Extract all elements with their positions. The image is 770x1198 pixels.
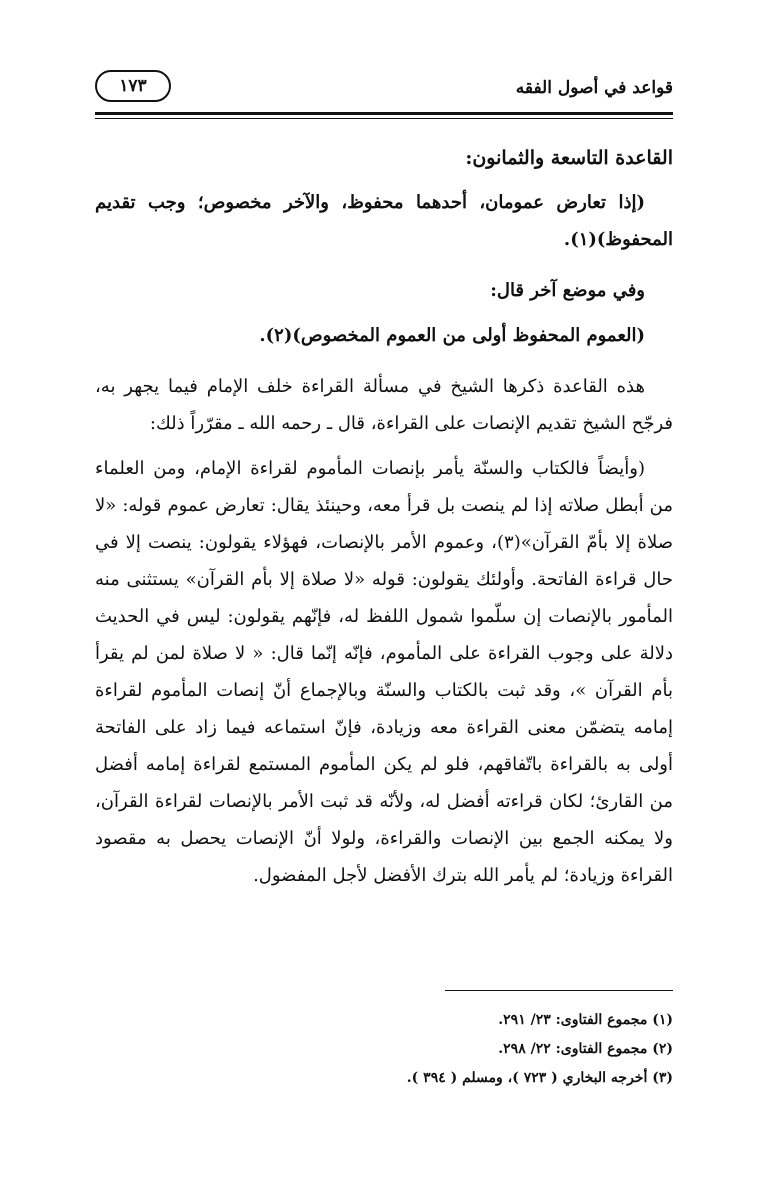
running-header-title: قواعد في أصول الفقه bbox=[515, 78, 673, 98]
footnote-2: (٢) مجموع الفتاوى: ٢٢/ ٢٩٨. bbox=[498, 1041, 673, 1057]
footnote-1: (١) مجموع الفتاوى: ٢٣/ ٢٩١. bbox=[498, 1012, 673, 1028]
quotation-paragraph: (وأيضاً فالكتاب والسنّة يأمر بإنصات المأموم لقراءة الإمام، ومن العلماء من أبطل صلاته إذا لم ينصت بل قرأ معه، وحينئذ يقال: تعارض عموم قوله: «لا صلاة إلا بأمّ القرآن»(٣)، وعموم الأمر بالإنصات، فهؤلاء يقولون: ينصت إلا في حال قراءة الفاتحة. وأولئك يقولون: قوله «لا صلاة إلا بأم القرآن» يستثنى منه المأمور بالإنصات إن سلّموا شمول اللفظ له، فإنّهم يقولون: ليس في الحديث دلالة على وجوب القراءة على المأموم، فإنّه إنّما قال: « لا صلاة لمن لم يقرأ بأم القرآن »، وقد ثبت بالكتاب والسنّة وبالإجماع أنّ إنصات المأموم لقراءة إمامه يتضمّن معنى القراءة معه وزيادة، فإنّ استماعه فيما زاد على الفاتحة أولى به بالقراءة باتّفاقهم، فلو لم يكن المأموم المستمع لقراءة إمامه أفضل من القارئ؛ لكان قراءته أفضل له، ولأنّه قد ثبت الأمر بالإنصات لقراءة القرآن، ولا يمكنه الجمع بين الإنصات والقراءة، ولولا أنّ الإنصات يحصل به مقصود القراءة وزيادة؛ لم يأمر الله بترك الأفضل لأجل المفضول. bbox=[95, 458, 673, 886]
section-heading: القاعدة التاسعة والثمانون: bbox=[465, 147, 673, 169]
rule-variant: (العموم المحفوظ أولى من العموم المخصوص)(٢). bbox=[259, 325, 645, 346]
explanation-paragraph: هذه القاعدة ذكرها الشيخ في مسألة القراءة خلف الإمام فيما يجهر به، فرجّح الشيخ تقديم الإنصات على القراءة، قال ـ رحمه الله ـ مقرّراً ذلك: bbox=[95, 376, 673, 434]
running-header bbox=[95, 70, 673, 110]
rule-statement: (إذا تعارض عمومان، أحدهما محفوظ، والآخر مخصوص؛ وجب تقديم المحفوظ)(١). bbox=[95, 192, 673, 250]
footnotes bbox=[95, 1006, 673, 1093]
header-rule-thin bbox=[95, 118, 673, 119]
footnote-separator bbox=[445, 990, 673, 991]
footnote-3: (٣) أخرجه البخاري ( ٧٢٣ )، ومسلم ( ٣٩٤ ). bbox=[406, 1070, 673, 1086]
other-place-intro: وفي موضع آخر قال: bbox=[490, 280, 645, 301]
header-rule-thick bbox=[95, 112, 673, 115]
main-text bbox=[95, 140, 673, 894]
page-number-badge: ١٧٣ bbox=[95, 70, 171, 102]
